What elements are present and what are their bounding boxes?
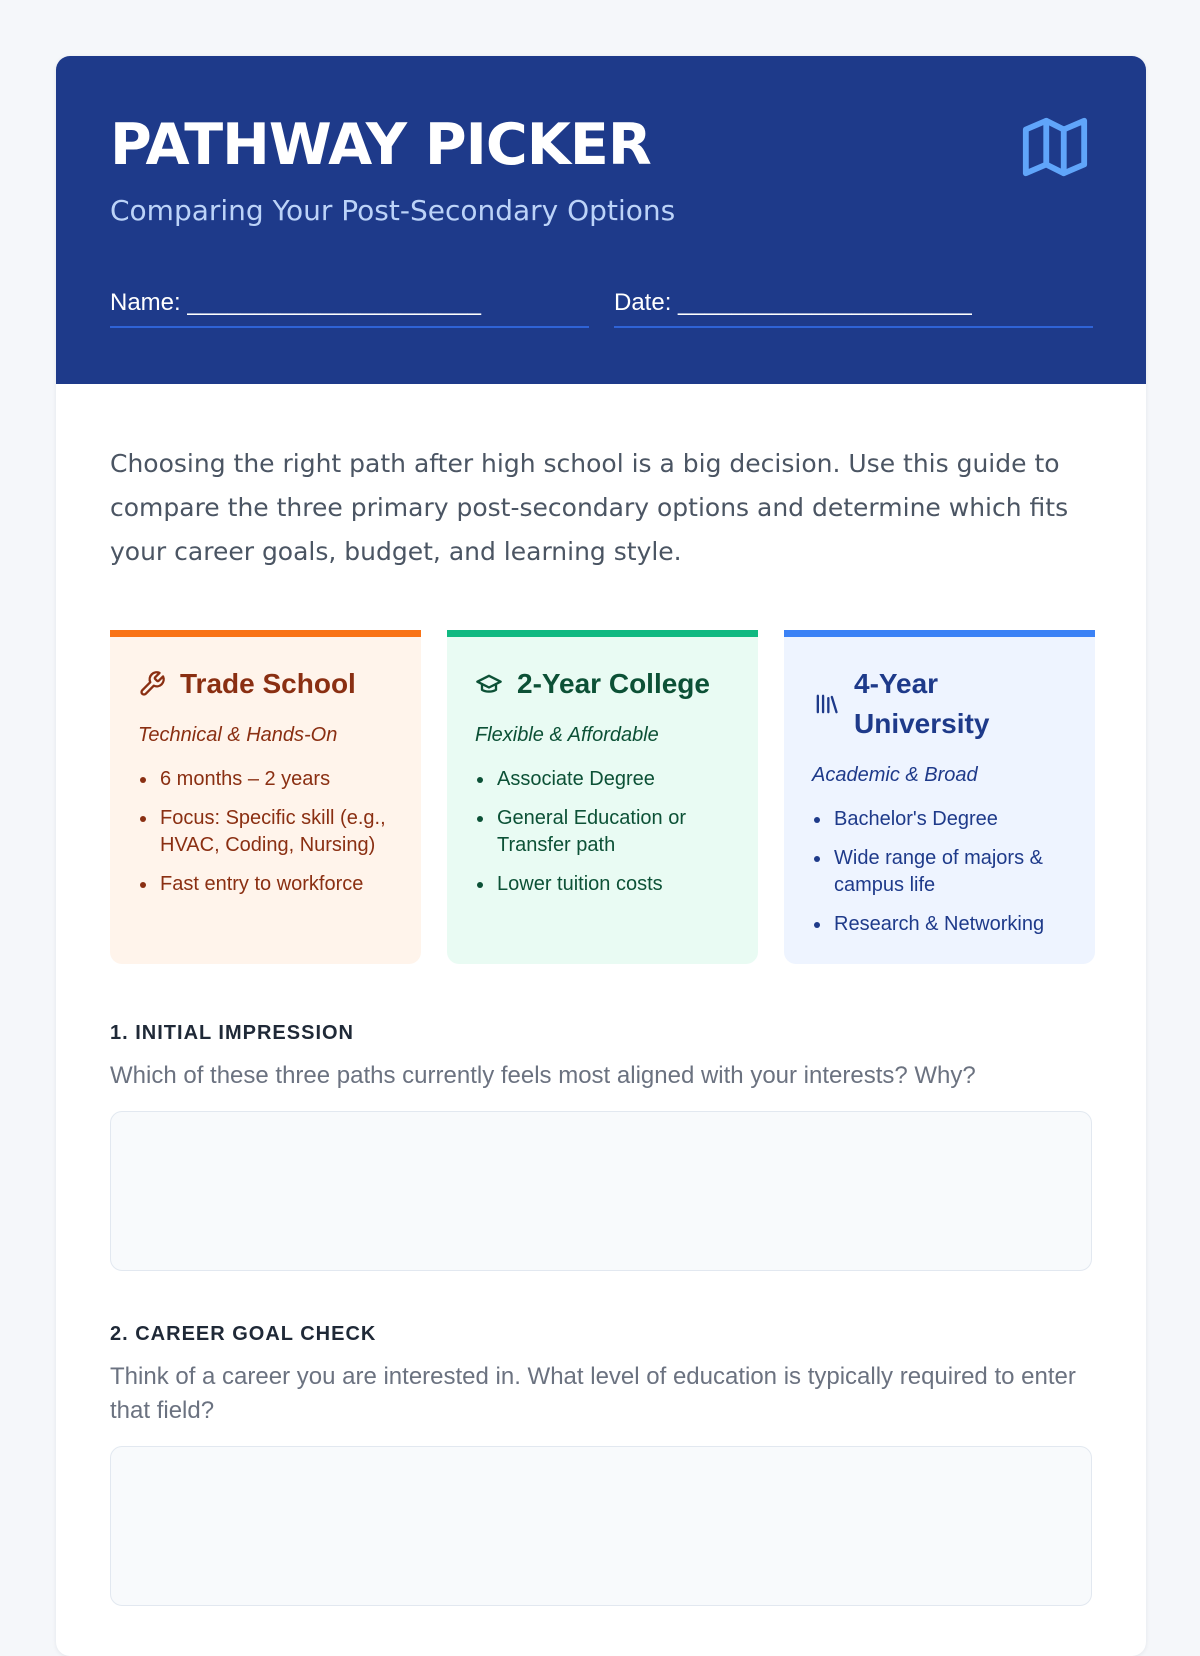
question-2 (110, 1323, 1092, 1606)
card-tagline: Technical & Hands-On (138, 724, 338, 746)
card-tagline: Academic & Broad (812, 764, 978, 786)
card-list (812, 806, 1069, 938)
graduation-cap-icon (475, 670, 503, 698)
card-accent-bar (784, 630, 1095, 637)
list-item: Focus: Specific skill (e.g., HVAC, Coding, Nursing) (138, 805, 395, 859)
card-tagline: Flexible & Affordable (475, 724, 659, 746)
content (56, 384, 1146, 1606)
answer-box[interactable] (110, 1111, 1092, 1271)
question-text: Think of a career you are interested in. What level of education is typically required to enter that field? (110, 1363, 1076, 1424)
page-subtitle: Comparing Your Post-Secondary Options (110, 194, 676, 227)
card-title: Trade School (180, 668, 356, 699)
list-item: Bachelor's Degree (812, 806, 1069, 833)
list-item: 6 months – 2 years (138, 766, 395, 793)
name-field[interactable]: Name: ______________________ (110, 288, 589, 328)
map-icon (1020, 112, 1090, 182)
card-trade-school (110, 630, 421, 964)
question-label: 1. INITIAL IMPRESSION (110, 1022, 354, 1044)
page-title: PATHWAY PICKER (110, 112, 651, 178)
question-label: 2. CAREER GOAL CHECK (110, 1323, 377, 1345)
header-banner (56, 56, 1146, 384)
pathway-cards (110, 630, 1092, 964)
list-item: Research & Networking (812, 911, 1069, 938)
card-list (138, 766, 395, 898)
card-title: 4-Year University (854, 668, 990, 739)
list-item: Wide range of majors & campus life (812, 845, 1069, 899)
answer-box[interactable] (110, 1446, 1092, 1606)
wrench-icon (138, 670, 166, 698)
list-item: Lower tuition costs (475, 871, 732, 898)
question-1 (110, 1022, 1092, 1271)
card-2-year-college (447, 630, 758, 964)
list-item: Fast entry to workforce (138, 871, 395, 898)
date-field[interactable]: Date: ______________________ (614, 288, 1093, 328)
card-accent-bar (447, 630, 758, 637)
worksheet (56, 56, 1146, 1656)
list-item: Associate Degree (475, 766, 732, 793)
card-title: 2-Year College (517, 668, 710, 699)
list-item: General Education or Transfer path (475, 805, 732, 859)
card-4-year-university (784, 630, 1095, 964)
student-fields (110, 288, 1092, 328)
question-text: Which of these three paths currently feels most aligned with your interests? Why? (110, 1062, 976, 1089)
intro-paragraph: Choosing the right path after high school is a big decision. Use this guide to compare the three primary post-secondary options and determine which fits your career goals, budget, and learning style. (110, 449, 1069, 566)
card-list (475, 766, 732, 898)
card-accent-bar (110, 630, 421, 637)
library-icon (812, 690, 840, 718)
